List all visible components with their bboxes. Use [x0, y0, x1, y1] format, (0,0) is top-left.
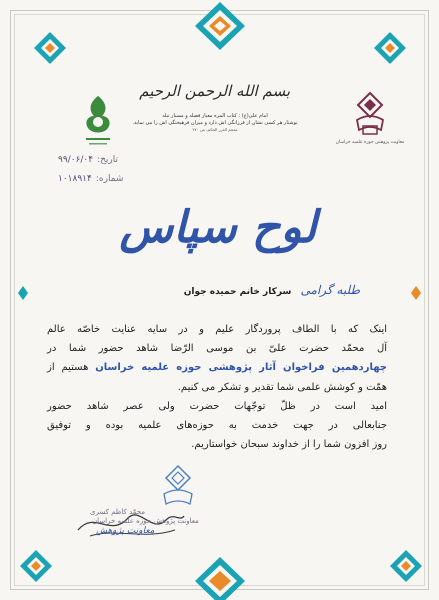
- date-label: تاریخ:: [97, 155, 119, 165]
- top-diamond-ornament-icon: [193, 0, 247, 52]
- hadith-translation: نوشتار هر کسی نشان از فرزانگی اش دارد و میزان فرهیختگی اش را می نماید.: [132, 120, 298, 126]
- number-field: [58, 174, 123, 184]
- body-line-5: امید است در ظلّ توجّهات حضرت ولی عصر شاهد حضور: [47, 401, 387, 412]
- top-right-corner-ornament-icon: [372, 30, 408, 66]
- right-logo-caption: معاونت پژوهش حوزه علمیه خراسان: [335, 140, 405, 145]
- certificate-title: لوح سپاس: [119, 202, 317, 253]
- signatory-name: محمّد کاظم کسری: [90, 508, 146, 516]
- basmala-calligraphy: بسم الله الرحمن الرحیم: [139, 82, 290, 100]
- body-line-3-rest: هستیم از: [47, 362, 89, 373]
- body-line-2: آل محمّد حضرت علیّ بن موسی الرّضا شاهد حضور شما در: [47, 343, 387, 354]
- body-line-4: همّت و کوشش علمی شما تقدیر و تشکر می کنیم.: [177, 382, 387, 393]
- number-value: ۱۰۱۸۹۱۴: [58, 174, 92, 184]
- body-line-7: روز افزون شما را از خداوند سبحان خواستاریم.: [191, 439, 387, 450]
- number-label: شماره:: [95, 174, 124, 184]
- body-line-3: [47, 361, 387, 375]
- green-emblem-logo-icon: [80, 92, 116, 150]
- recipient-name: سرکار خانم حمیده جوان: [183, 287, 292, 297]
- salutation: [180, 283, 360, 297]
- top-left-corner-ornament-icon: [32, 30, 68, 66]
- hadith-source: معجم الغرر الحکم، ص ۴۷۰: [192, 127, 238, 132]
- seminary-research-logo-icon: [335, 90, 405, 155]
- signatory-office: معاونت پژوهش حوزه علمیه خراسان: [92, 517, 199, 525]
- bottom-diamond-ornament-icon: [193, 555, 247, 600]
- signatory-title: معاونت پژوهش: [96, 526, 155, 536]
- body-line-1: اینک که با الطاف پروردگار علیم و در سایه عنایت خاصّه عالم: [47, 324, 387, 335]
- honorific: طلبه گرامی: [300, 283, 360, 297]
- date-value: ۹۹/۰۶/۰۴: [58, 155, 94, 165]
- bottom-right-corner-ornament-icon: [388, 548, 424, 584]
- date-field: [58, 155, 118, 165]
- left-side-ornament-icon: [17, 285, 29, 301]
- hadith-quote: امام علی(ع) : کتاب المره معیار فضله و مسبار نبله: [162, 113, 268, 119]
- event-name: چهاردهمین فراخوان آثار پژوهشی حوزه علمیه خراسان: [95, 362, 388, 373]
- body-line-6: جنابعالی در جهت خدمت به حوزه‌های علمیه بوده و توفیق: [47, 420, 387, 431]
- right-side-ornament-icon: [410, 285, 422, 301]
- bottom-left-corner-ornament-icon: [18, 548, 54, 584]
